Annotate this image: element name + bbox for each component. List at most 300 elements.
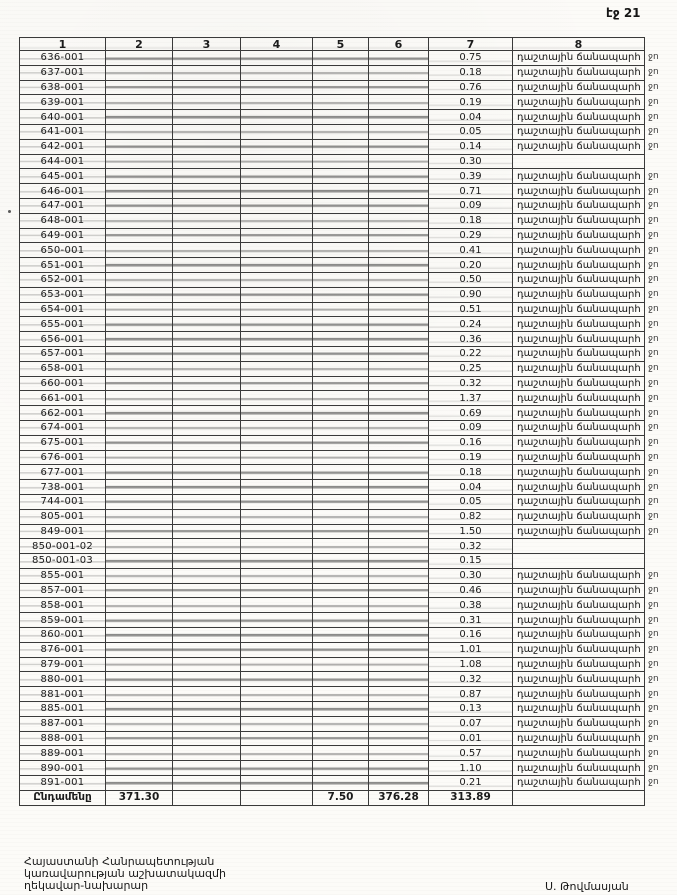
column-header: 7: [429, 38, 513, 51]
row-margin-mark: ջո: [648, 229, 659, 240]
row-area-cell: 0.30: [429, 568, 513, 583]
row-empty-cell-3: [173, 139, 241, 154]
row-empty-cell-4: [241, 95, 313, 110]
row-margin-mark: ջո: [648, 348, 659, 359]
row-code-cell: 850-001-02: [20, 539, 106, 554]
row-landuse-cell: դաշտային ճանապարհ: [513, 213, 645, 228]
row-empty-cell-3: [173, 272, 241, 287]
row-code-cell: 859-001: [20, 613, 106, 628]
row-empty-cell-5: [313, 139, 369, 154]
row-landuse-cell: դաշտային ճանապարհ: [513, 465, 645, 480]
row-empty-cell-2: [106, 687, 173, 702]
row-empty-cell-4: [241, 628, 313, 643]
row-area-cell: 0.71: [429, 184, 513, 199]
row-empty-cell-5: [313, 539, 369, 554]
row-code-cell: 858-001: [20, 598, 106, 613]
totals-row: [20, 790, 675, 805]
row-code-cell: 656-001: [20, 332, 106, 347]
table-row: [20, 243, 675, 258]
row-empty-cell-3: [173, 628, 241, 643]
row-landuse-cell: դաշտային ճանապարհ: [513, 51, 645, 66]
row-margin-mark: ջո: [648, 67, 659, 78]
row-empty-cell-5: [313, 332, 369, 347]
row-empty-cell-5: [313, 302, 369, 317]
table-row: [20, 213, 675, 228]
row-empty-cell-3: [173, 509, 241, 524]
row-empty-cell-5: [313, 465, 369, 480]
row-empty-cell-3: [173, 243, 241, 258]
row-empty-cell-2: [106, 243, 173, 258]
row-area-cell: 0.05: [429, 124, 513, 139]
row-margin-mark: ջո: [648, 377, 659, 388]
row-code-cell: 849-001: [20, 524, 106, 539]
row-area-cell: 0.46: [429, 583, 513, 598]
row-empty-cell-5: [313, 435, 369, 450]
row-landuse-cell: [513, 554, 645, 569]
row-empty-cell-2: [106, 346, 173, 361]
row-landuse-cell: դաշտային ճանապարհ: [513, 598, 645, 613]
row-empty-cell-4: [241, 361, 313, 376]
row-empty-cell-4: [241, 198, 313, 213]
table-row: [20, 465, 675, 480]
row-empty-cell-5: [313, 628, 369, 643]
row-empty-cell-6: [369, 302, 429, 317]
row-area-cell: 0.30: [429, 154, 513, 169]
row-empty-cell-3: [173, 184, 241, 199]
row-empty-cell-2: [106, 465, 173, 480]
row-area-cell: 0.22: [429, 346, 513, 361]
row-empty-cell-3: [173, 95, 241, 110]
row-empty-cell-2: [106, 376, 173, 391]
row-area-cell: 0.04: [429, 110, 513, 125]
row-empty-cell-2: [106, 494, 173, 509]
row-empty-cell-3: [173, 124, 241, 139]
row-margin-mark: [645, 554, 675, 569]
row-landuse-cell: դաշտային ճանապարհ: [513, 583, 645, 598]
table-row: [20, 139, 675, 154]
row-margin-mark: ջո: [648, 703, 659, 714]
row-area-cell: 0.31: [429, 613, 513, 628]
row-empty-cell-6: [369, 628, 429, 643]
row-empty-cell-4: [241, 583, 313, 598]
row-code-cell: 640-001: [20, 110, 106, 125]
row-empty-cell-3: [173, 51, 241, 66]
row-empty-cell-4: [241, 494, 313, 509]
row-landuse-cell: դաշտային ճանապարհ: [513, 406, 645, 421]
table-row: [20, 746, 675, 761]
row-empty-cell-4: [241, 139, 313, 154]
totals-empty-cell: [173, 790, 241, 805]
row-empty-cell-5: [313, 287, 369, 302]
row-empty-cell-2: [106, 539, 173, 554]
row-margin-mark: ջո: [648, 466, 659, 477]
row-empty-cell-5: [313, 716, 369, 731]
row-code-cell: 648-001: [20, 213, 106, 228]
table-row: [20, 509, 675, 524]
row-empty-cell-3: [173, 480, 241, 495]
row-code-cell: 653-001: [20, 287, 106, 302]
row-landuse-cell: դաշտային ճանապարհ: [513, 509, 645, 524]
row-area-cell: 0.20: [429, 258, 513, 273]
row-empty-cell-6: [369, 672, 429, 687]
row-empty-cell-6: [369, 406, 429, 421]
row-empty-cell-6: [369, 480, 429, 495]
row-empty-cell-6: [369, 124, 429, 139]
row-area-cell: 0.51: [429, 302, 513, 317]
row-margin-mark: ջո: [648, 244, 659, 255]
row-empty-cell-6: [369, 613, 429, 628]
row-area-cell: 1.10: [429, 761, 513, 776]
row-code-cell: 880-001: [20, 672, 106, 687]
row-code-cell: 876-001: [20, 642, 106, 657]
row-empty-cell-5: [313, 509, 369, 524]
row-empty-cell-5: [313, 568, 369, 583]
row-empty-cell-5: [313, 80, 369, 95]
row-landuse-cell: դաշտային ճանապարհ: [513, 243, 645, 258]
row-empty-cell-2: [106, 598, 173, 613]
row-landuse-cell: դաշտային ճանապարհ: [513, 317, 645, 332]
totals-col5: 7.50: [313, 790, 369, 805]
header-row: [20, 38, 675, 51]
table-row: [20, 110, 675, 125]
row-margin-mark: ջո: [648, 496, 659, 507]
row-code-cell: 662-001: [20, 406, 106, 421]
row-margin-mark: ջո: [648, 111, 659, 122]
row-code-cell: 639-001: [20, 95, 106, 110]
row-empty-cell-3: [173, 198, 241, 213]
row-code-cell: 850-001-03: [20, 554, 106, 569]
row-empty-cell-2: [106, 613, 173, 628]
row-empty-cell-5: [313, 272, 369, 287]
land-parcel-table: [19, 37, 675, 806]
row-empty-cell-3: [173, 376, 241, 391]
row-empty-cell-3: [173, 761, 241, 776]
row-empty-cell-5: [313, 776, 369, 791]
row-landuse-cell: դաշտային ճանապարհ: [513, 524, 645, 539]
signatory-name: Ս. Թովմասյան: [545, 880, 629, 893]
row-area-cell: 0.76: [429, 80, 513, 95]
row-empty-cell-4: [241, 746, 313, 761]
row-code-cell: 879-001: [20, 657, 106, 672]
table-row: [20, 287, 675, 302]
row-empty-cell-5: [313, 346, 369, 361]
row-empty-cell-5: [313, 524, 369, 539]
row-landuse-cell: դաշտային ճանապարհ: [513, 687, 645, 702]
table-row: [20, 346, 675, 361]
row-empty-cell-3: [173, 450, 241, 465]
row-empty-cell-2: [106, 169, 173, 184]
row-empty-cell-4: [241, 110, 313, 125]
row-empty-cell-4: [241, 554, 313, 569]
row-landuse-cell: դաշտային ճանապարհ: [513, 628, 645, 643]
row-empty-cell-5: [313, 198, 369, 213]
row-margin-mark: ջո: [648, 215, 659, 226]
row-margin-mark: ջո: [648, 392, 659, 403]
row-empty-cell-2: [106, 391, 173, 406]
table-row: [20, 435, 675, 450]
row-empty-cell-4: [241, 672, 313, 687]
table-row: [20, 657, 675, 672]
row-empty-cell-3: [173, 435, 241, 450]
row-area-cell: 1.50: [429, 524, 513, 539]
row-empty-cell-3: [173, 361, 241, 376]
table-row: [20, 539, 675, 554]
row-empty-cell-5: [313, 480, 369, 495]
row-empty-cell-6: [369, 642, 429, 657]
row-margin-mark: ջո: [648, 96, 659, 107]
row-empty-cell-2: [106, 228, 173, 243]
document-footer: [24, 856, 226, 892]
row-empty-cell-4: [241, 776, 313, 791]
row-empty-cell-5: [313, 494, 369, 509]
row-landuse-cell: դաշտային ճանապարհ: [513, 761, 645, 776]
table-row: [20, 124, 675, 139]
row-code-cell: 888-001: [20, 731, 106, 746]
row-margin-mark: ջո: [648, 437, 659, 448]
row-landuse-cell: դաշտային ճանապարհ: [513, 228, 645, 243]
row-empty-cell-3: [173, 391, 241, 406]
row-area-cell: 0.21: [429, 776, 513, 791]
row-margin-mark: ջո: [648, 422, 659, 433]
row-code-cell: 860-001: [20, 628, 106, 643]
table-row: [20, 361, 675, 376]
row-empty-cell-6: [369, 184, 429, 199]
row-landuse-cell: դաշտային ճանապարհ: [513, 169, 645, 184]
row-empty-cell-4: [241, 420, 313, 435]
row-empty-cell-5: [313, 687, 369, 702]
row-empty-cell-4: [241, 124, 313, 139]
row-empty-cell-4: [241, 332, 313, 347]
row-area-cell: 0.69: [429, 406, 513, 421]
row-empty-cell-5: [313, 184, 369, 199]
row-landuse-cell: դաշտային ճանապարհ: [513, 450, 645, 465]
row-empty-cell-2: [106, 420, 173, 435]
row-code-cell: 660-001: [20, 376, 106, 391]
row-empty-cell-2: [106, 80, 173, 95]
row-empty-cell-6: [369, 657, 429, 672]
row-empty-cell-3: [173, 154, 241, 169]
row-margin-mark: ջո: [648, 659, 659, 670]
table-row: [20, 731, 675, 746]
row-empty-cell-5: [313, 450, 369, 465]
row-empty-cell-2: [106, 213, 173, 228]
row-area-cell: 0.32: [429, 539, 513, 554]
row-code-cell: 881-001: [20, 687, 106, 702]
row-landuse-cell: դաշտային ճանապարհ: [513, 198, 645, 213]
row-empty-cell-6: [369, 139, 429, 154]
row-empty-cell-4: [241, 642, 313, 657]
row-area-cell: 0.09: [429, 198, 513, 213]
table-row: [20, 198, 675, 213]
row-landuse-cell: դաշտային ճանապարհ: [513, 494, 645, 509]
row-landuse-cell: դաշտային ճանապարհ: [513, 95, 645, 110]
row-code-cell: 677-001: [20, 465, 106, 480]
row-empty-cell-5: [313, 761, 369, 776]
row-margin-mark: ջո: [648, 629, 659, 640]
row-area-cell: 0.29: [429, 228, 513, 243]
row-empty-cell-3: [173, 568, 241, 583]
row-margin-mark: ջո: [648, 126, 659, 137]
row-empty-cell-3: [173, 258, 241, 273]
row-empty-cell-3: [173, 465, 241, 480]
column-header: 8: [513, 38, 645, 51]
row-empty-cell-6: [369, 213, 429, 228]
table-row: [20, 65, 675, 80]
row-empty-cell-3: [173, 687, 241, 702]
scan-speck: [8, 210, 11, 213]
row-landuse-cell: դաշտային ճանապարհ: [513, 568, 645, 583]
table-row: [20, 420, 675, 435]
row-margin-mark: ջո: [648, 599, 659, 610]
row-empty-cell-3: [173, 672, 241, 687]
row-empty-cell-2: [106, 672, 173, 687]
row-margin-mark: ջո: [648, 511, 659, 522]
row-empty-cell-2: [106, 317, 173, 332]
row-landuse-cell: դաշտային ճանապարհ: [513, 435, 645, 450]
row-empty-cell-6: [369, 761, 429, 776]
row-landuse-cell: դաշտային ճանապարհ: [513, 361, 645, 376]
table-row: [20, 258, 675, 273]
row-empty-cell-6: [369, 731, 429, 746]
row-area-cell: 0.25: [429, 361, 513, 376]
table-row: [20, 568, 675, 583]
row-empty-cell-2: [106, 702, 173, 717]
row-empty-cell-4: [241, 346, 313, 361]
row-empty-cell-2: [106, 554, 173, 569]
row-landuse-cell: դաշտային ճանապարհ: [513, 672, 645, 687]
row-code-cell: 805-001: [20, 509, 106, 524]
row-empty-cell-5: [313, 672, 369, 687]
row-empty-cell-4: [241, 687, 313, 702]
row-margin-mark: [645, 154, 675, 169]
row-empty-cell-6: [369, 435, 429, 450]
table-row: [20, 702, 675, 717]
row-empty-cell-5: [313, 169, 369, 184]
row-empty-cell-2: [106, 761, 173, 776]
row-margin-mark: ջո: [648, 333, 659, 344]
row-area-cell: 0.24: [429, 317, 513, 332]
row-empty-cell-3: [173, 598, 241, 613]
row-area-cell: 0.50: [429, 272, 513, 287]
row-code-cell: 887-001: [20, 716, 106, 731]
row-area-cell: 0.19: [429, 95, 513, 110]
row-area-cell: 1.01: [429, 642, 513, 657]
row-empty-cell-6: [369, 154, 429, 169]
row-landuse-cell: դաշտային ճանապարհ: [513, 420, 645, 435]
row-empty-cell-3: [173, 169, 241, 184]
row-empty-cell-6: [369, 568, 429, 583]
row-area-cell: 0.36: [429, 332, 513, 347]
row-code-cell: 652-001: [20, 272, 106, 287]
row-landuse-cell: դաշտային ճանապարհ: [513, 124, 645, 139]
row-area-cell: 0.82: [429, 509, 513, 524]
row-empty-cell-2: [106, 184, 173, 199]
row-empty-cell-4: [241, 243, 313, 258]
row-margin-mark: ջո: [648, 274, 659, 285]
table-row: [20, 228, 675, 243]
row-margin-mark: ջո: [648, 170, 659, 181]
row-empty-cell-4: [241, 435, 313, 450]
column-header: 5: [313, 38, 369, 51]
row-empty-cell-2: [106, 583, 173, 598]
row-empty-cell-4: [241, 761, 313, 776]
row-empty-cell-3: [173, 228, 241, 243]
row-empty-cell-2: [106, 65, 173, 80]
row-area-cell: 0.18: [429, 465, 513, 480]
row-empty-cell-6: [369, 65, 429, 80]
row-empty-cell-5: [313, 731, 369, 746]
row-empty-cell-6: [369, 509, 429, 524]
row-empty-cell-4: [241, 317, 313, 332]
row-empty-cell-6: [369, 776, 429, 791]
row-landuse-cell: դաշտային ճանապարհ: [513, 272, 645, 287]
row-landuse-cell: դաշտային ճանապարհ: [513, 642, 645, 657]
row-empty-cell-4: [241, 376, 313, 391]
row-area-cell: 0.14: [429, 139, 513, 154]
row-landuse-cell: [513, 154, 645, 169]
totals-col7: 313.89: [429, 790, 513, 805]
row-empty-cell-2: [106, 509, 173, 524]
row-empty-cell-3: [173, 524, 241, 539]
table-row: [20, 272, 675, 287]
row-empty-cell-4: [241, 539, 313, 554]
row-empty-cell-4: [241, 391, 313, 406]
row-empty-cell-2: [106, 332, 173, 347]
row-empty-cell-4: [241, 154, 313, 169]
row-empty-cell-2: [106, 302, 173, 317]
row-empty-cell-2: [106, 406, 173, 421]
row-margin-mark: ջո: [648, 52, 659, 63]
row-code-cell: 885-001: [20, 702, 106, 717]
row-margin-mark: ջո: [648, 407, 659, 418]
row-empty-cell-2: [106, 480, 173, 495]
row-empty-cell-3: [173, 642, 241, 657]
row-empty-cell-4: [241, 480, 313, 495]
table-row: [20, 317, 675, 332]
row-area-cell: 0.04: [429, 480, 513, 495]
row-area-cell: 0.32: [429, 672, 513, 687]
row-empty-cell-6: [369, 687, 429, 702]
row-area-cell: 0.05: [429, 494, 513, 509]
row-empty-cell-6: [369, 332, 429, 347]
row-code-cell: 647-001: [20, 198, 106, 213]
table-row: [20, 761, 675, 776]
row-margin-mark: ջո: [648, 141, 659, 152]
row-empty-cell-4: [241, 258, 313, 273]
row-margin-mark: ջո: [648, 570, 659, 581]
row-code-cell: 637-001: [20, 65, 106, 80]
row-area-cell: 0.75: [429, 51, 513, 66]
row-code-cell: 658-001: [20, 361, 106, 376]
row-landuse-cell: դաշտային ճանապարհ: [513, 376, 645, 391]
row-empty-cell-6: [369, 51, 429, 66]
row-empty-cell-6: [369, 228, 429, 243]
row-empty-cell-6: [369, 702, 429, 717]
row-empty-cell-2: [106, 568, 173, 583]
row-empty-cell-6: [369, 287, 429, 302]
row-empty-cell-5: [313, 51, 369, 66]
totals-empty-cell: [513, 790, 645, 805]
row-landuse-cell: դաշտային ճանապարհ: [513, 657, 645, 672]
row-empty-cell-2: [106, 361, 173, 376]
row-empty-cell-6: [369, 272, 429, 287]
row-margin-mark: ջո: [648, 718, 659, 729]
row-empty-cell-2: [106, 776, 173, 791]
row-margin-mark: ջո: [648, 200, 659, 211]
row-area-cell: 0.19: [429, 450, 513, 465]
row-empty-cell-4: [241, 450, 313, 465]
row-landuse-cell: դաշտային ճանապարհ: [513, 480, 645, 495]
